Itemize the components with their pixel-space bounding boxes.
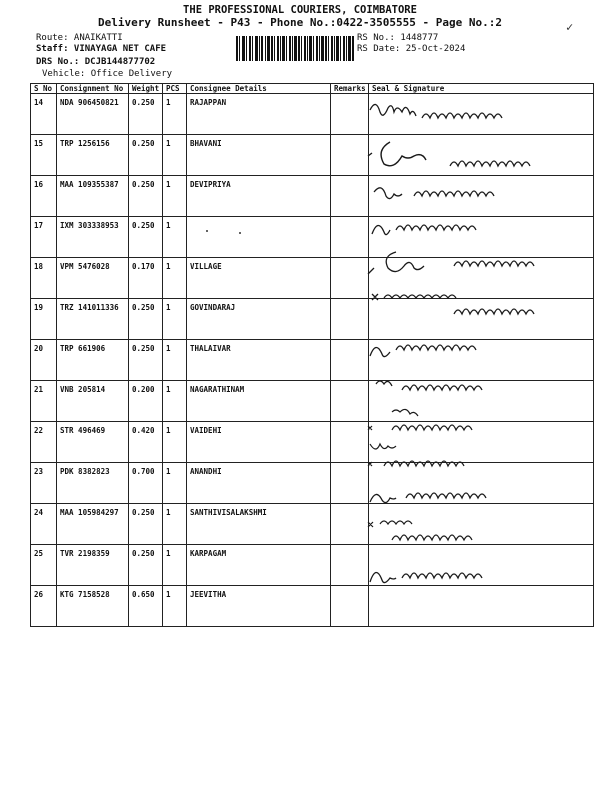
weight-cell: 0.250	[129, 94, 163, 135]
header-remarks: Remarks	[331, 84, 369, 94]
seal-signature-cell	[369, 463, 594, 504]
remarks-cell	[331, 217, 369, 258]
remarks-cell	[331, 422, 369, 463]
table-row	[31, 504, 594, 545]
table-row	[31, 299, 594, 340]
route-label: Route: ANAIKATTI	[36, 33, 123, 43]
remarks-cell	[331, 94, 369, 135]
seal-signature-cell	[369, 586, 594, 627]
pcs-cell: 1	[163, 586, 187, 627]
consignment-cell: STR 496469	[57, 422, 129, 463]
weight-cell: 0.700	[129, 463, 163, 504]
header-sno: S No	[31, 84, 57, 94]
pcs-cell: 1	[163, 258, 187, 299]
seal-signature-cell	[369, 504, 594, 545]
consignee-cell: JEEVITHA	[187, 586, 331, 627]
consignment-cell: VPM 5476028	[57, 258, 129, 299]
remarks-cell	[331, 135, 369, 176]
sno-cell: 21	[31, 381, 57, 422]
consignee-cell: ANANDHI	[187, 463, 331, 504]
consignment-cell: KTG 7158528	[57, 586, 129, 627]
header-weight: Weight	[129, 84, 163, 94]
seal-signature-cell	[369, 135, 594, 176]
header-seal: Seal & Signature	[369, 84, 594, 94]
consignment-cell: PDK 8382823	[57, 463, 129, 504]
seal-signature-cell	[369, 545, 594, 586]
consignee-cell: VAIDEHI	[187, 422, 331, 463]
consignment-cell: TRZ 141011336	[57, 299, 129, 340]
weight-cell: 0.420	[129, 422, 163, 463]
seal-signature-cell	[369, 340, 594, 381]
company-title: THE PROFESSIONAL COURIERS, COIMBATORE	[183, 4, 417, 16]
table-row	[31, 176, 594, 217]
header-consignment: Consignment No	[57, 84, 129, 94]
consignee-cell: GOVINDARAJ	[187, 299, 331, 340]
weight-cell: 0.250	[129, 217, 163, 258]
consignment-cell: TVR 2198359	[57, 545, 129, 586]
remarks-cell	[331, 586, 369, 627]
table-row	[31, 381, 594, 422]
consignee-cell: RAJAPPAN	[187, 94, 331, 135]
pcs-cell: 1	[163, 299, 187, 340]
weight-cell: 0.250	[129, 135, 163, 176]
consignee-cell: BHAVANI	[187, 135, 331, 176]
pcs-cell: 1	[163, 135, 187, 176]
drs-number: DRS No.: DCJB144877702	[36, 57, 156, 67]
remarks-cell	[331, 463, 369, 504]
table-row	[31, 545, 594, 586]
table-row	[31, 463, 594, 504]
sno-cell: 18	[31, 258, 57, 299]
consignment-cell: TRP 1256156	[57, 135, 129, 176]
table-row	[31, 586, 594, 627]
consignee-cell: NAGARATHINAM	[187, 381, 331, 422]
weight-cell: 0.250	[129, 299, 163, 340]
seal-signature-cell	[369, 217, 594, 258]
table-row	[31, 135, 594, 176]
remarks-cell	[331, 258, 369, 299]
header-consignee: Consignee Details	[187, 84, 331, 94]
seal-signature-cell	[369, 94, 594, 135]
rs-date: RS Date: 25-Oct-2024	[357, 44, 466, 54]
staff-label: Staff: VINAYAGA NET CAFE	[36, 44, 167, 54]
table-row	[31, 217, 594, 258]
rs-number: RS No.: 1448777	[357, 33, 439, 43]
sno-cell: 24	[31, 504, 57, 545]
sno-cell: 15	[31, 135, 57, 176]
seal-signature-cell	[369, 299, 594, 340]
seal-signature-cell	[369, 381, 594, 422]
sno-cell: 22	[31, 422, 57, 463]
consignment-cell: IXM 303338953	[57, 217, 129, 258]
table-row	[31, 94, 594, 135]
remarks-cell	[331, 176, 369, 217]
consignee-cell: DEVIPRIYA	[187, 176, 331, 217]
weight-cell: 0.250	[129, 340, 163, 381]
remarks-cell	[331, 299, 369, 340]
seal-signature-cell	[369, 422, 594, 463]
consignee-cell: VILLAGE	[187, 258, 331, 299]
consignment-cell: MAA 105984297	[57, 504, 129, 545]
pcs-cell: 1	[163, 176, 187, 217]
stray-dot	[206, 230, 208, 232]
remarks-cell	[331, 340, 369, 381]
header-pcs: PCS	[163, 84, 187, 94]
sno-cell: 26	[31, 586, 57, 627]
remarks-cell	[331, 504, 369, 545]
sno-cell: 20	[31, 340, 57, 381]
barcode	[236, 36, 354, 61]
vehicle-label: Vehicle: Office Delivery	[42, 69, 173, 79]
seal-signature-cell	[369, 258, 594, 299]
consignment-cell: VNB 205814	[57, 381, 129, 422]
runsheet-table	[30, 83, 594, 627]
consignment-cell: NDA 906450821	[57, 94, 129, 135]
corner-pen-mark: ✓	[566, 20, 574, 34]
consignee-cell: SANTHIVISALAKSHMI	[187, 504, 331, 545]
weight-cell: 0.250	[129, 504, 163, 545]
sno-cell: 17	[31, 217, 57, 258]
pcs-cell: 1	[163, 504, 187, 545]
consignee-cell: THALAIVAR	[187, 340, 331, 381]
sno-cell: 23	[31, 463, 57, 504]
consignee-cell	[187, 217, 331, 258]
pcs-cell: 1	[163, 422, 187, 463]
table-header-row	[31, 84, 594, 94]
remarks-cell	[331, 381, 369, 422]
sno-cell: 16	[31, 176, 57, 217]
sno-cell: 25	[31, 545, 57, 586]
weight-cell: 0.250	[129, 545, 163, 586]
runsheet-title: Delivery Runsheet - P43 - Phone No.:0422-3505555 - Page No.:2	[98, 16, 502, 29]
table-row	[31, 422, 594, 463]
sno-cell: 19	[31, 299, 57, 340]
pcs-cell: 1	[163, 381, 187, 422]
weight-cell: 0.200	[129, 381, 163, 422]
pcs-cell: 1	[163, 463, 187, 504]
pcs-cell: 1	[163, 545, 187, 586]
consignee-cell: KARPAGAM	[187, 545, 331, 586]
weight-cell: 0.250	[129, 176, 163, 217]
pcs-cell: 1	[163, 217, 187, 258]
weight-cell: 0.650	[129, 586, 163, 627]
consignment-cell: MAA 109355387	[57, 176, 129, 217]
table-row	[31, 340, 594, 381]
consignment-cell: TRP 661906	[57, 340, 129, 381]
table-row	[31, 258, 594, 299]
pcs-cell: 1	[163, 94, 187, 135]
sno-cell: 14	[31, 94, 57, 135]
weight-cell: 0.170	[129, 258, 163, 299]
pcs-cell: 1	[163, 340, 187, 381]
stray-dot	[239, 232, 241, 234]
remarks-cell	[331, 545, 369, 586]
seal-signature-cell	[369, 176, 594, 217]
